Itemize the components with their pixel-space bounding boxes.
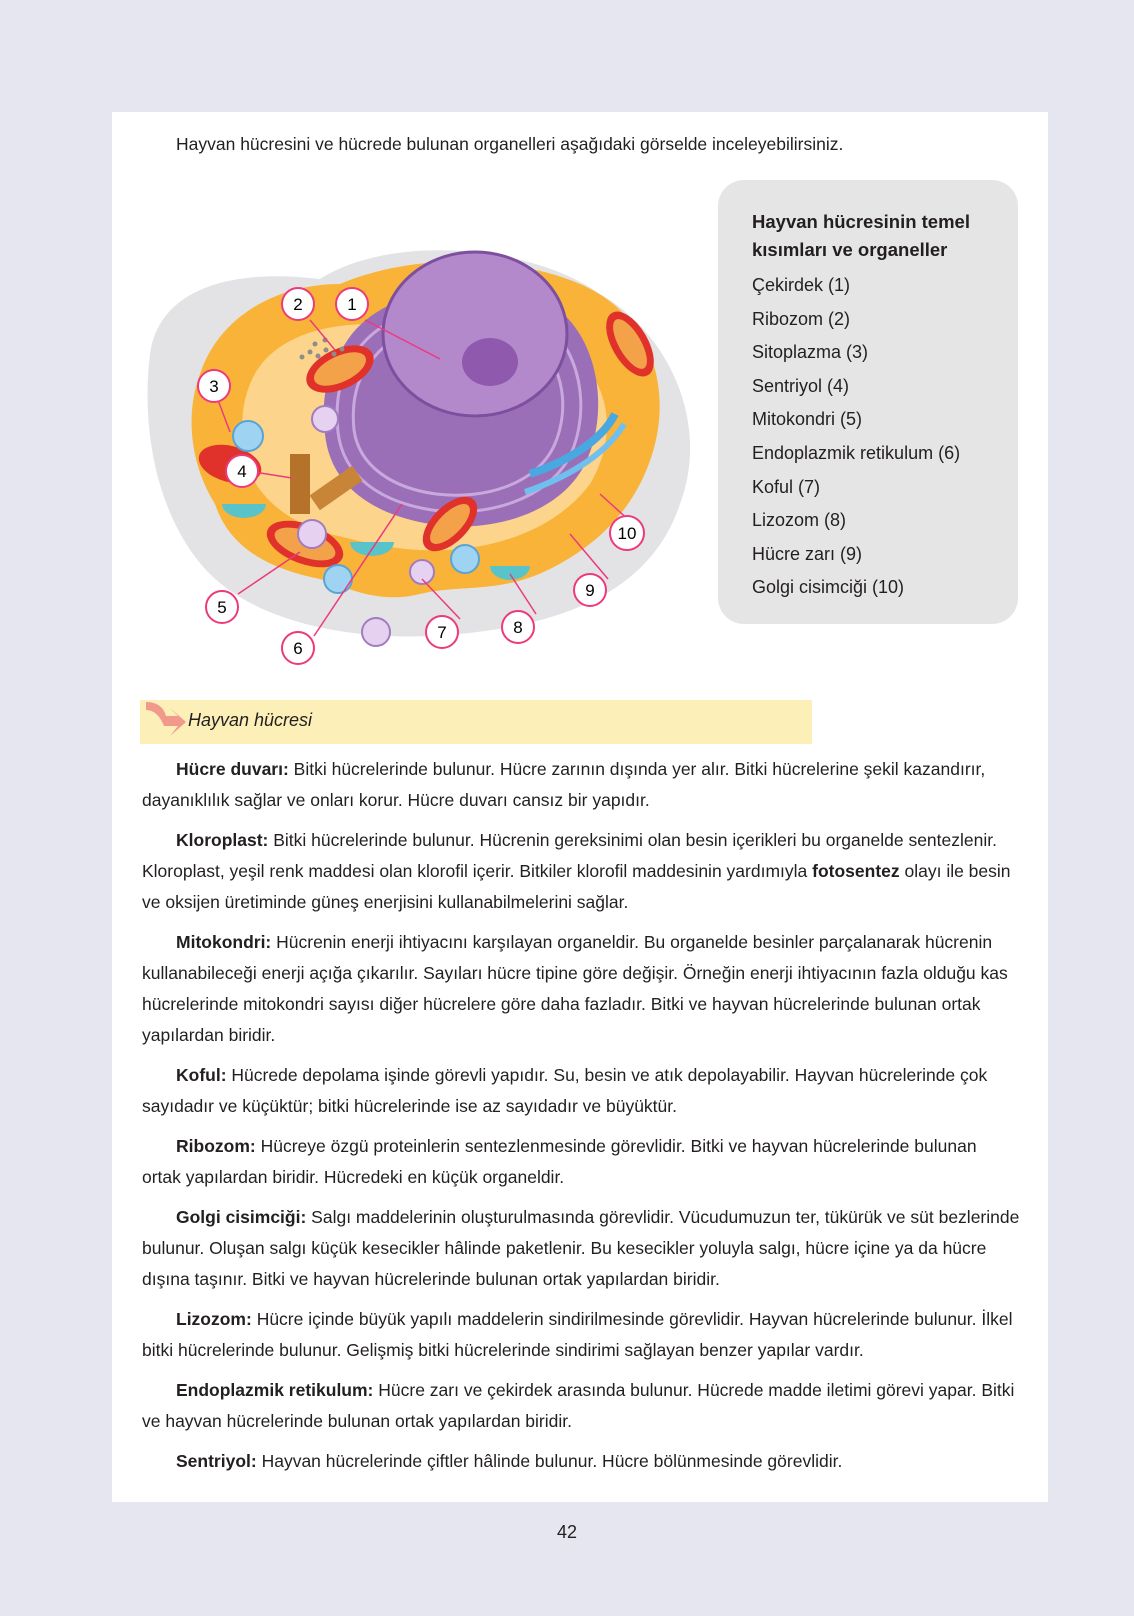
definition: Hücrenin enerji ihtiyacını karşılayan organeldir. Bu organelde besinler parçalanarak hücrenin kullanabileceği enerji açığa çıkarılır. Sayıları hücre tipine göre değişir. Örneğin enerji ihtiyacının fazla olduğu kas hücrelerinde mitokondri sayısı diğer hücrelere göre daha fazladır. Bitki ve hayvan hücrelerinde bulunan ortak yapılardan biridir. bbox=[142, 932, 1008, 1045]
legend-item: Sentriyol (4) bbox=[752, 375, 850, 396]
definition: Bitki hücrelerinde bulunur. Hücre zarının dışında yer alır. Bitki hücrelerine şekil kazandırır, dayanıklılık sağlar ve onları korur. Hücre duvarı cansız bir yapıdır. bbox=[142, 759, 986, 810]
vacuole bbox=[362, 618, 390, 646]
definition: Hayvan hücrelerinde çiftler hâlinde bulunur. Hücre bölünmesinde görevlidir. bbox=[256, 1451, 843, 1471]
marker-1: 1 bbox=[347, 295, 357, 314]
term: Endoplazmik retikulum: bbox=[176, 1380, 374, 1400]
legend-item: Mitokondri (5) bbox=[752, 409, 863, 430]
legend-item: Hücre zarı (9) bbox=[752, 543, 863, 564]
paragraph-centriole bbox=[142, 1446, 1020, 1477]
vacuole bbox=[298, 520, 326, 548]
paragraph-cell-wall bbox=[142, 754, 1020, 816]
paragraph-lysosome bbox=[142, 1304, 1020, 1366]
animal-cell-illustration bbox=[130, 174, 710, 694]
nucleus bbox=[383, 252, 567, 416]
term: Ribozom: bbox=[176, 1136, 256, 1156]
definition: Hücre içinde büyük yapılı maddelerin sindirilmesinde görevlidir. Hayvan hücrelerinde bulunur. İlkel bitki hücrelerinde bulunur. Gelişmiş bitki hücrelerinde sindirimi sağlayan benzer yapılar vardır. bbox=[142, 1309, 1013, 1360]
intro-text: Hayvan hücresini ve hücrede bulunan organelleri aşağıdaki görselde inceleyebilirsiniz. bbox=[176, 134, 844, 154]
marker-3: 3 bbox=[209, 377, 219, 396]
term: Kloroplast: bbox=[176, 830, 269, 850]
term: Hücre duvarı: bbox=[176, 759, 289, 779]
marker-5: 5 bbox=[217, 598, 227, 617]
paragraph-mitochondria bbox=[142, 927, 1020, 1051]
page-number: 42 bbox=[556, 1522, 578, 1542]
paragraph-er bbox=[142, 1375, 1020, 1437]
vacuole bbox=[233, 421, 263, 451]
definition: Hücre zarı ve çekirdek arasında bulunur. Hücrede madde iletimi görevi yapar. Bitki ve hayvan hücrelerinde bulunan ortak yapılardan biridir. bbox=[142, 1380, 1015, 1431]
paragraph-ribosome bbox=[142, 1131, 1020, 1193]
vacuole bbox=[410, 560, 434, 584]
marker-2: 2 bbox=[293, 295, 303, 314]
marker-4: 4 bbox=[237, 462, 247, 481]
term: Mitokondri: bbox=[176, 932, 272, 952]
paragraph-vacuole bbox=[142, 1060, 1020, 1122]
paragraph-chloroplast bbox=[142, 825, 1020, 918]
nucleolus bbox=[462, 338, 518, 386]
term: Sentriyol: bbox=[176, 1451, 257, 1471]
marker-7: 7 bbox=[437, 623, 447, 642]
term-photosynthesis: fotosentez bbox=[812, 861, 900, 881]
centriole bbox=[290, 454, 310, 514]
legend-item: Golgi cisimciği (10) bbox=[752, 577, 905, 598]
legend-item: Ribozom (2) bbox=[752, 308, 851, 329]
marker-8: 8 bbox=[513, 618, 523, 637]
definition: Bitki hücrelerinde bulunur. Hücrenin gereksinimi olan besin içerikleri bu organelde sentezlenir. Kloroplast, yeşil renk maddesi olan klorofil içerir. Bitkiler klorofil maddesinin yardımıyla bbox=[142, 830, 997, 881]
vacuole bbox=[312, 406, 338, 432]
marker-9: 9 bbox=[585, 581, 595, 600]
vacuole bbox=[324, 565, 352, 593]
body-text bbox=[142, 754, 1020, 1486]
definition: Salgı maddelerinin oluşturulmasında görevlidir. Vücudumuzun ter, tükürük ve süt bezlerinde bulunur. Oluşan salgı küçük kesecikler hâlinde paketlenir. Bu kesecikler yoluyla salgı, hücre içine ya da hücre dışına taşınır. Bitki ve hayvan hücrelerinde bulunan ortak yapılardan biridir. bbox=[142, 1207, 1020, 1289]
legend-item: Endoplazmik retikulum (6) bbox=[752, 442, 961, 463]
figure-caption: Hayvan hücresi bbox=[188, 710, 313, 730]
vacuole bbox=[451, 545, 479, 573]
caption-arrow-icon bbox=[144, 698, 188, 738]
term: Lizozom: bbox=[176, 1309, 252, 1329]
legend-item: Koful (7) bbox=[752, 476, 821, 497]
marker-10: 10 bbox=[617, 524, 637, 543]
legend-title: Hayvan hücresinin temel kısımları ve organeller bbox=[752, 211, 970, 260]
legend-item: Sitoplazma (3) bbox=[752, 342, 869, 363]
term: Koful: bbox=[176, 1065, 227, 1085]
term: Golgi cisimciği: bbox=[176, 1207, 307, 1227]
legend-item: Çekirdek (1) bbox=[752, 275, 851, 295]
page bbox=[112, 112, 1048, 1502]
marker-6: 6 bbox=[293, 639, 303, 658]
definition: Hücrede depolama işinde görevli yapıdır. Su, besin ve atık depolayabilir. Hayvan hücrelerinde çok sayıdadır ve küçüktür; bitki hücrelerinde ise az sayıdadır ve büyüktür. bbox=[142, 1065, 988, 1116]
definition: Hücreye özgü proteinlerin sentezlenmesinde görevlidir. Bitki ve hayvan hücrelerinde bulunan ortak yapılardan biridir. Hücredeki en küçük organeldir. bbox=[142, 1136, 977, 1187]
legend-item: Lizozom (8) bbox=[752, 510, 847, 531]
definition: olayı ile besin ve oksijen üretiminde güneş enerjisini kullanabilmelerini sağlar. bbox=[142, 861, 1011, 912]
paragraph-golgi bbox=[142, 1202, 1020, 1295]
organelle-legend bbox=[718, 180, 1018, 624]
legend-list bbox=[752, 269, 1018, 605]
